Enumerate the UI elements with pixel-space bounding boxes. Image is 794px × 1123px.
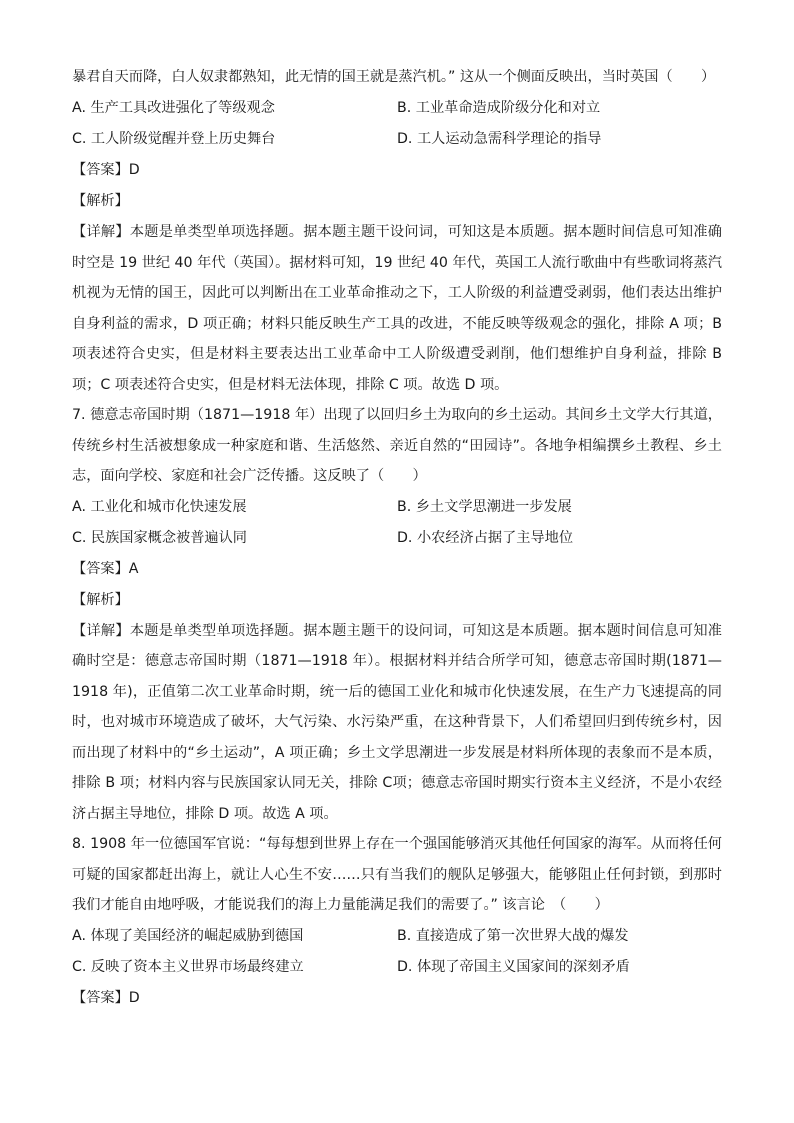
q8-option-c: C. 反映了资本主义世界市场最终建立 <box>72 958 304 975</box>
detail-label: 【详解】 <box>72 224 130 240</box>
q6-option-a: A. 生产工具改进强化了等级观念 <box>72 100 275 116</box>
q8-options-row-1 <box>72 921 722 952</box>
answer-value: A <box>128 560 139 577</box>
q8-answer <box>72 983 722 1014</box>
q6-option-c: C. 工人阶级觉醒并登上历史舞台 <box>72 131 276 147</box>
answer-label: 【答案】 <box>72 989 129 1006</box>
q6-option-b: B. 工业革命造成阶级分化和对立 <box>397 100 601 116</box>
q7-options-row-1 <box>72 492 722 523</box>
detail-text: 本题是单类型单项选择题。据本题主题干设问词，可知这是本质题。据本题时间信息可知准确时空是 19 世纪 40 年代（英国）。据材料可知，19 世纪 40 年代，英国工人流行歌曲中有些歌词将蒸汽机视为无情的国王，因此可以判断出在工业革命推动之下，工人阶级的利益遭受剥弱，他们表达出维护自身利益的需求，D 项正确；材料只能反映生产工具的改进，不能反映等级观念的强化，排除 A 项；B 项表述符合史实，但是材料主要表达出工业革命中工人阶级遭受剥削，他们想维护自身利益，排除 B 项；C 项表述符合史实，但是材料无法体现，排除 C 项。故选 D 项。 <box>72 224 722 393</box>
exam-page <box>72 62 722 1014</box>
q7-option-c: C. 民族国家概念被普遍认同 <box>72 529 247 546</box>
q8-option-b: B. 直接造成了第一次世界大战的爆发 <box>397 927 629 944</box>
q8-stem: 8. 1908 年一位德国军官说：“每每想到世界上存在一个强国能够消灭其他任何国家的海军。从而将任何可疑的国家都赶出海上，就让人心生不安……只有当我们的舰队足够强大，能够阻止任何封锁，到那时我们才能自由地呼吸，才能说我们的海上力量能满足我们的需要了。” 该言论 （ ） <box>72 836 722 913</box>
detail-text: 本题是单类型单项选择题。据本题主题干的设问词，可知这是本质题。据本题时间信息可知准确时空是：德意志帝国时期（1871—1918 年）。根据材料并结合所学可知，德意志帝国时期(1871—1918 年)，正值第二次工业革命时期，统一后的德国工业化和城市化快速发展，在生产力飞速提高的同时，也对城市环境造成了破坏，大气污染、水污染严重，在这种背景下，人们希望回归到传统乡村，因而出现了材料中的“乡土运动”，A 项正确；乡土文学思潮进一步发展是材料所体现的表象而不是本质，排除 B 项；材料内容与民族国家认同无关，排除 C项；德意志帝国时期实行资本主义经济，不是小农经济占据主导地位，排除 D 项。故选 A 项。 <box>72 622 722 822</box>
answer-value: D <box>128 989 140 1006</box>
q8-options-row-2 <box>72 952 722 983</box>
q6-options-row-2 <box>72 124 722 155</box>
q7-detail <box>72 616 722 830</box>
q7-options-row-2 <box>72 523 722 554</box>
q6-detail <box>72 217 722 400</box>
q8-option-d: D. 体现了帝国主义国家间的深刻矛盾 <box>397 958 630 975</box>
answer-label: 【答案】 <box>72 162 129 178</box>
answer-value: D <box>128 162 140 178</box>
q7-option-d: D. 小农经济占据了主导地位 <box>397 529 574 546</box>
q6-options-row-1 <box>72 93 722 124</box>
q6-option-d: D. 工人运动急需科学理论的指导 <box>397 131 602 147</box>
q6-answer <box>72 155 722 186</box>
q6-analysis-label: 【解析】 <box>72 193 129 209</box>
q7-stem: 7. 德意志帝国时期（1871—1918 年）出现了以回归乡土为取向的乡土运动。其间乡土文学大行其道，传统乡村生活被想象成一种家庭和谐、生活悠然、亲近自然的“田园诗”。各地争相编撰乡土教程、乡土志，面向学校、家庭和社会广泛传播。这反映了（ ） <box>72 407 722 484</box>
detail-label: 【详解】 <box>72 622 130 639</box>
q6-stem-tail: 暴君自天而降，白人奴隶都熟知，此无情的国王就是蒸汽机。” 这从一个侧面反映出，当时英国（ ） <box>72 69 716 85</box>
q7-analysis-label: 【解析】 <box>72 591 129 608</box>
q7-option-a: A. 工业化和城市化快速发展 <box>72 498 247 515</box>
answer-label: 【答案】 <box>72 560 129 577</box>
q7-option-b: B. 乡土文学思潮进一步发展 <box>397 498 572 515</box>
q8-option-a: A. 体现了美国经济的崛起威胁到德国 <box>72 927 304 944</box>
q7-answer <box>72 554 722 585</box>
